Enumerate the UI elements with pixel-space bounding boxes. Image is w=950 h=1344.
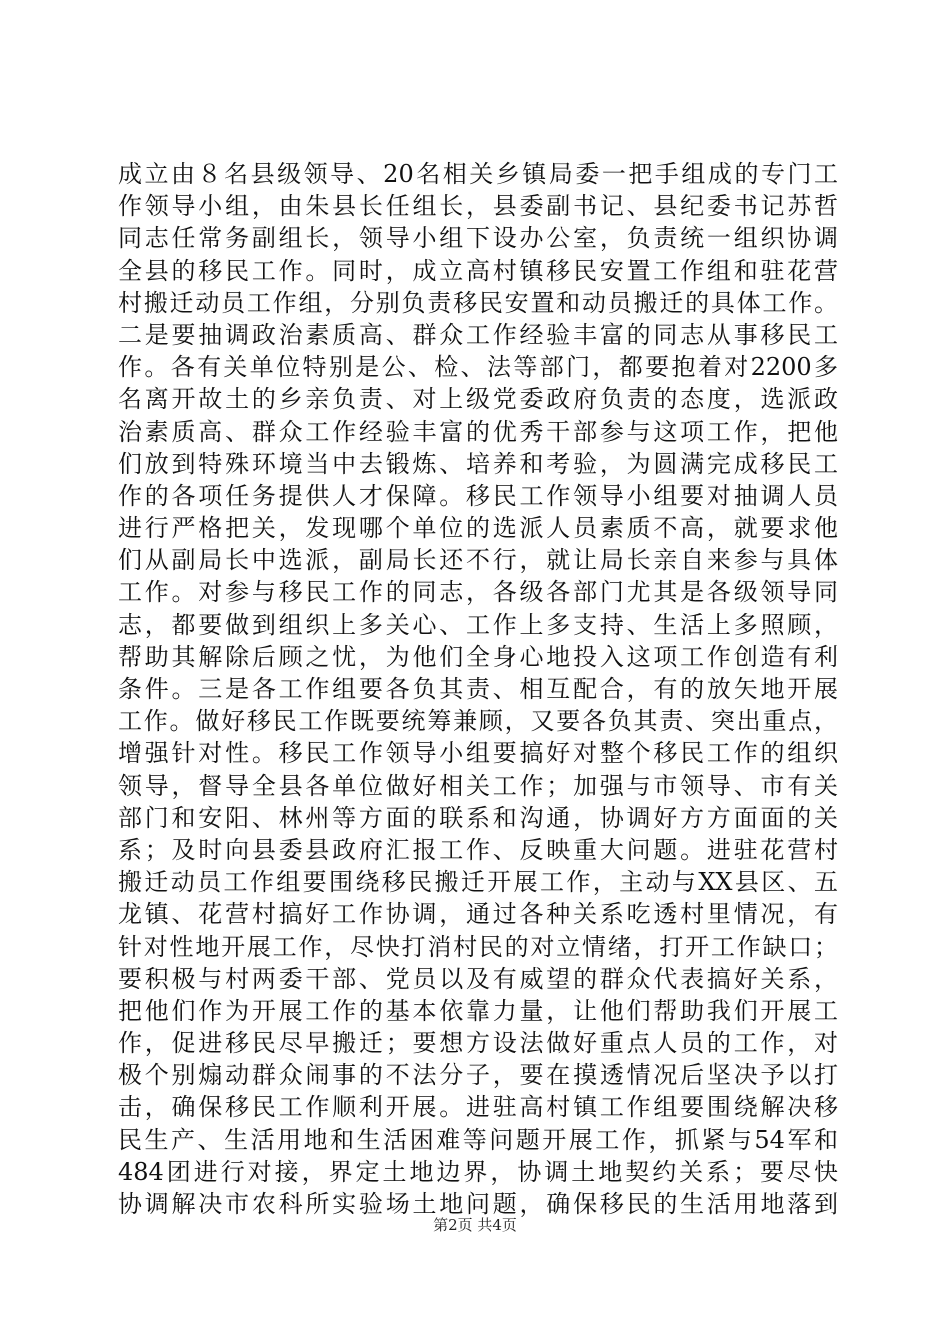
- text-line: 二是要抽调政治素质高、群众工作经验丰富的同志从事移民工: [118, 320, 838, 349]
- text-line: 要积极与村两委干部、党员以及有威望的群众代表搞好关系，: [118, 964, 838, 993]
- text-line: 全县的移民工作。同时，成立高村镇移民安置工作组和驻花营: [118, 256, 838, 285]
- text-line: 成立由８名县级领导、20名相关乡镇局委一把手组成的专门工: [118, 160, 838, 188]
- text-line: 作。各有关单位特别是公、检、法等部门，都要抱着对2200多: [118, 353, 838, 382]
- text-line: 村搬迁动员工作组，分别负责移民安置和动员搬迁的具体工作。: [118, 288, 838, 317]
- body-text: [118, 158, 838, 1220]
- text-line: 增强针对性。移民工作领导小组要搞好对整个移民工作的组织: [118, 739, 838, 768]
- text-line: 作领导小组，由朱县长任组长，县委副书记、县纪委书记苏哲: [118, 192, 838, 221]
- text-line: 极个别煽动群众闹事的不法分子，要在摸透情况后坚决予以打: [118, 1061, 838, 1090]
- text-line: 工作。做好移民工作既要统筹兼顾，又要各负其责、突出重点，: [118, 707, 838, 736]
- text-line: 击，确保移民工作顺利开展。进驻高村镇工作组要围绕解决移: [118, 1093, 838, 1122]
- text-line: 系；及时向县委县政府汇报工作、反映重大问题。进驻花营村: [118, 835, 838, 864]
- text-line: 条件。三是各工作组要各负其责、相互配合，有的放矢地开展: [118, 675, 838, 703]
- text-line: 们放到特殊环境当中去锻炼、培养和考验，为圆满完成移民工: [118, 449, 838, 478]
- text-line: 帮助其解除后顾之忧，为他们全身心地投入这项工作创造有利: [118, 642, 838, 671]
- text-line: 作的各项任务提供人才保障。移民工作领导小组要对抽调人员: [118, 481, 838, 510]
- text-line: 们从副局长中选派，副局长还不行，就让局长亲自来参与具体: [118, 546, 838, 575]
- text-line: 搬迁动员工作组要围绕移民搬迁开展工作，主动与XX县区、五: [118, 868, 838, 897]
- text-line: 把他们作为开展工作的基本依靠力量，让他们帮助我们开展工: [118, 996, 838, 1025]
- text-line: 志，都要做到组织上多关心、工作上多支持、生活上多照顾，: [118, 610, 838, 639]
- text-line: 协调解决市农科所实验场土地问题，确保移民的生活用地落到: [118, 1190, 838, 1218]
- text-line: 领导，督导全县各单位做好相关工作；加强与市领导、市有关: [118, 771, 838, 800]
- text-line: 治素质高、群众工作经验丰富的优秀干部参与这项工作，把他: [118, 417, 838, 446]
- text-line: 同志任常务副组长，领导小组下设办公室，负责统一组织协调: [118, 224, 838, 253]
- text-line: 进行严格把关，发现哪个单位的选派人员素质不高，就要求他: [118, 514, 838, 543]
- text-line: 名离开故土的乡亲负责、对上级党委政府负责的态度，选派政: [118, 385, 838, 414]
- text-line: 工作。对参与移民工作的同志，各级各部门尤其是各级领导同: [118, 578, 838, 607]
- text-line: 龙镇、花营村搞好工作协调，通过各种关系吃透村里情况，有: [118, 900, 838, 929]
- text-line: 针对性地开展工作，尽快打消村民的对立情绪，打开工作缺口；: [118, 932, 838, 961]
- page-footer: 第2页 共4页: [433, 1216, 517, 1234]
- text-line: 484团进行对接，界定土地边界，协调土地契约关系；要尽快: [118, 1157, 838, 1186]
- text-line: 作，促进移民尽早搬迁；要想方设法做好重点人员的工作，对: [118, 1029, 838, 1058]
- text-line: 民生产、生活用地和生活困难等问题开展工作，抓紧与54军和: [118, 1125, 838, 1154]
- text-line: 部门和安阳、林州等方面的联系和沟通，协调好方方面面的关: [118, 803, 838, 832]
